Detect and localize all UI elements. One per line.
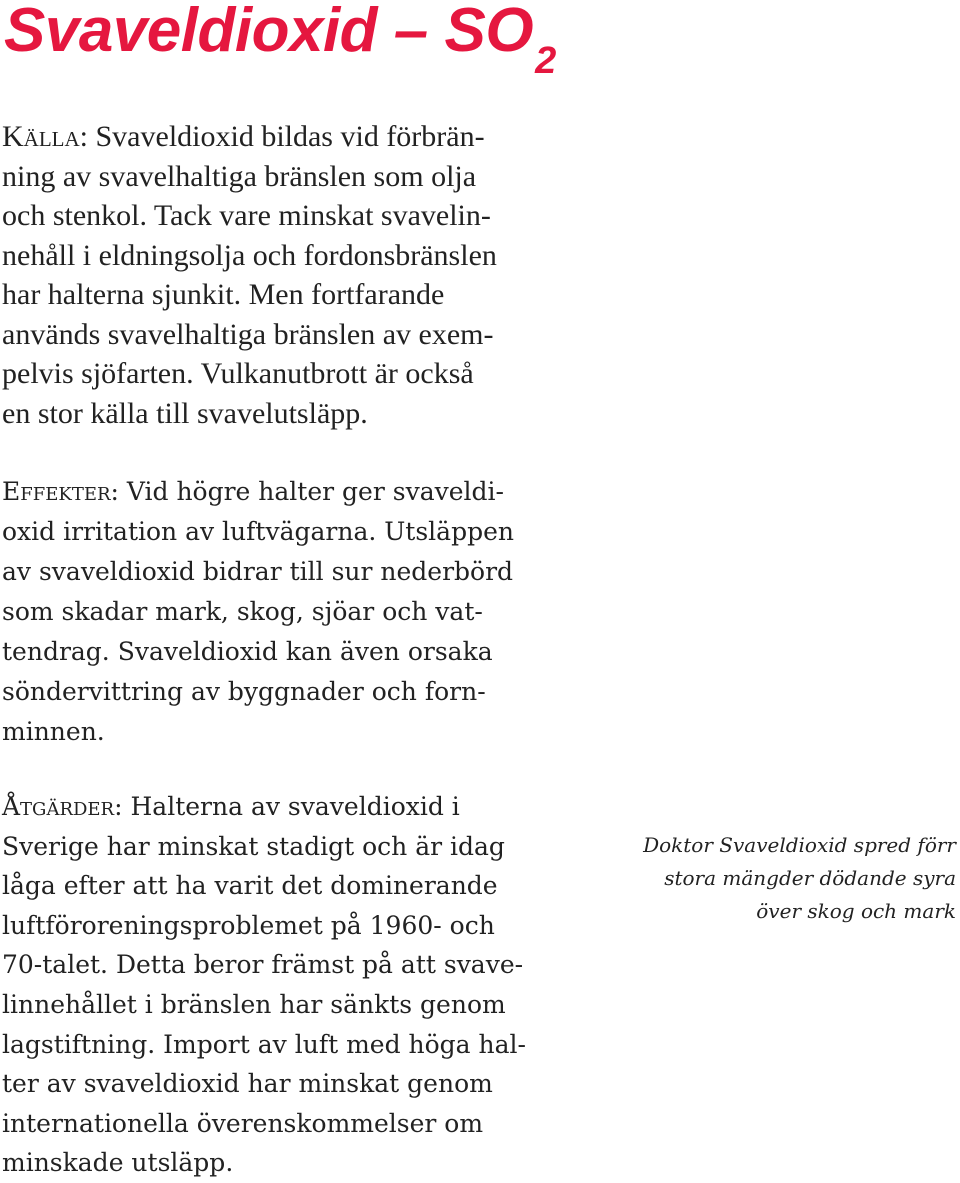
section-text: Halterna av svaveldioxid i <box>130 792 460 821</box>
title-main: Svaveldioxid – SO <box>4 0 534 65</box>
section-line: ter av svaveldioxid har minskat genom <box>2 1069 493 1099</box>
section-label-kalla: Källa: <box>2 120 88 153</box>
section-line: av svaveldioxid bidrar till sur nederbörd <box>2 557 514 586</box>
caption-line: stora mängder dödande syra <box>664 866 956 890</box>
image-caption <box>594 829 956 928</box>
section-line: 70-talet. Detta beror främst på att svave- <box>2 950 524 980</box>
section-line: en stor källa till svavelutsläpp. <box>2 396 368 430</box>
section-line: tendrag. Svaveldioxid kan även orsaka <box>2 637 493 666</box>
section-label-effekter: Effekter: <box>2 477 119 506</box>
section-line <box>2 787 562 827</box>
section-line: Sverige har minskat stadigt och är idag <box>2 831 505 861</box>
section-line: som skadar mark, skog, sjöar och vat- <box>2 597 483 626</box>
section-line: nehåll i eldningsolja och fordonsbränslen <box>2 238 497 272</box>
section-line: ning av svavelhaltiga bränslen som olja <box>2 159 477 193</box>
section-line <box>2 117 562 157</box>
section-line: minskade utsläpp. <box>2 1148 234 1178</box>
section-kalla <box>2 117 562 433</box>
section-line: har halterna sjunkit. Men fortfarande <box>2 278 445 311</box>
section-label-atgarder: Åtgärder: <box>2 792 123 821</box>
section-line: och stenkol. Tack vare minskat svavelin- <box>2 199 491 232</box>
section-line: lagstiftning. Import av luft med höga hal- <box>2 1029 526 1059</box>
section-line: pelvis sjöfarten. Vulkanutbrott är också <box>2 357 474 390</box>
page-title <box>4 0 556 82</box>
caption-line: över skog och mark <box>756 899 956 923</box>
section-line: minnen. <box>2 717 105 746</box>
section-text: Svaveldioxid bildas vid förbrän- <box>95 120 485 153</box>
section-line: oxid irritation av luftvägarna. Utsläppen <box>2 517 514 546</box>
section-effekter <box>2 472 562 752</box>
section-line: linnehållet i bränslen har sänkts genom <box>2 989 506 1019</box>
section-text: Vid högre halter ger svaveldi- <box>126 477 504 506</box>
section-line: luftföroreningsproblemet på 1960- och <box>2 910 495 940</box>
section-line: låga efter att ha varit det dominerande <box>2 871 498 901</box>
caption-line: Doktor Svaveldioxid spred förr <box>643 833 956 857</box>
title-subscript: 2 <box>535 40 556 82</box>
section-line: används svavelhaltiga bränslen av exem- <box>2 317 494 351</box>
section-line <box>2 472 562 512</box>
section-atgarder <box>2 787 562 1183</box>
section-line: söndervittring av byggnader och forn- <box>2 677 486 706</box>
section-line: internationella överenskommelser om <box>2 1108 484 1138</box>
